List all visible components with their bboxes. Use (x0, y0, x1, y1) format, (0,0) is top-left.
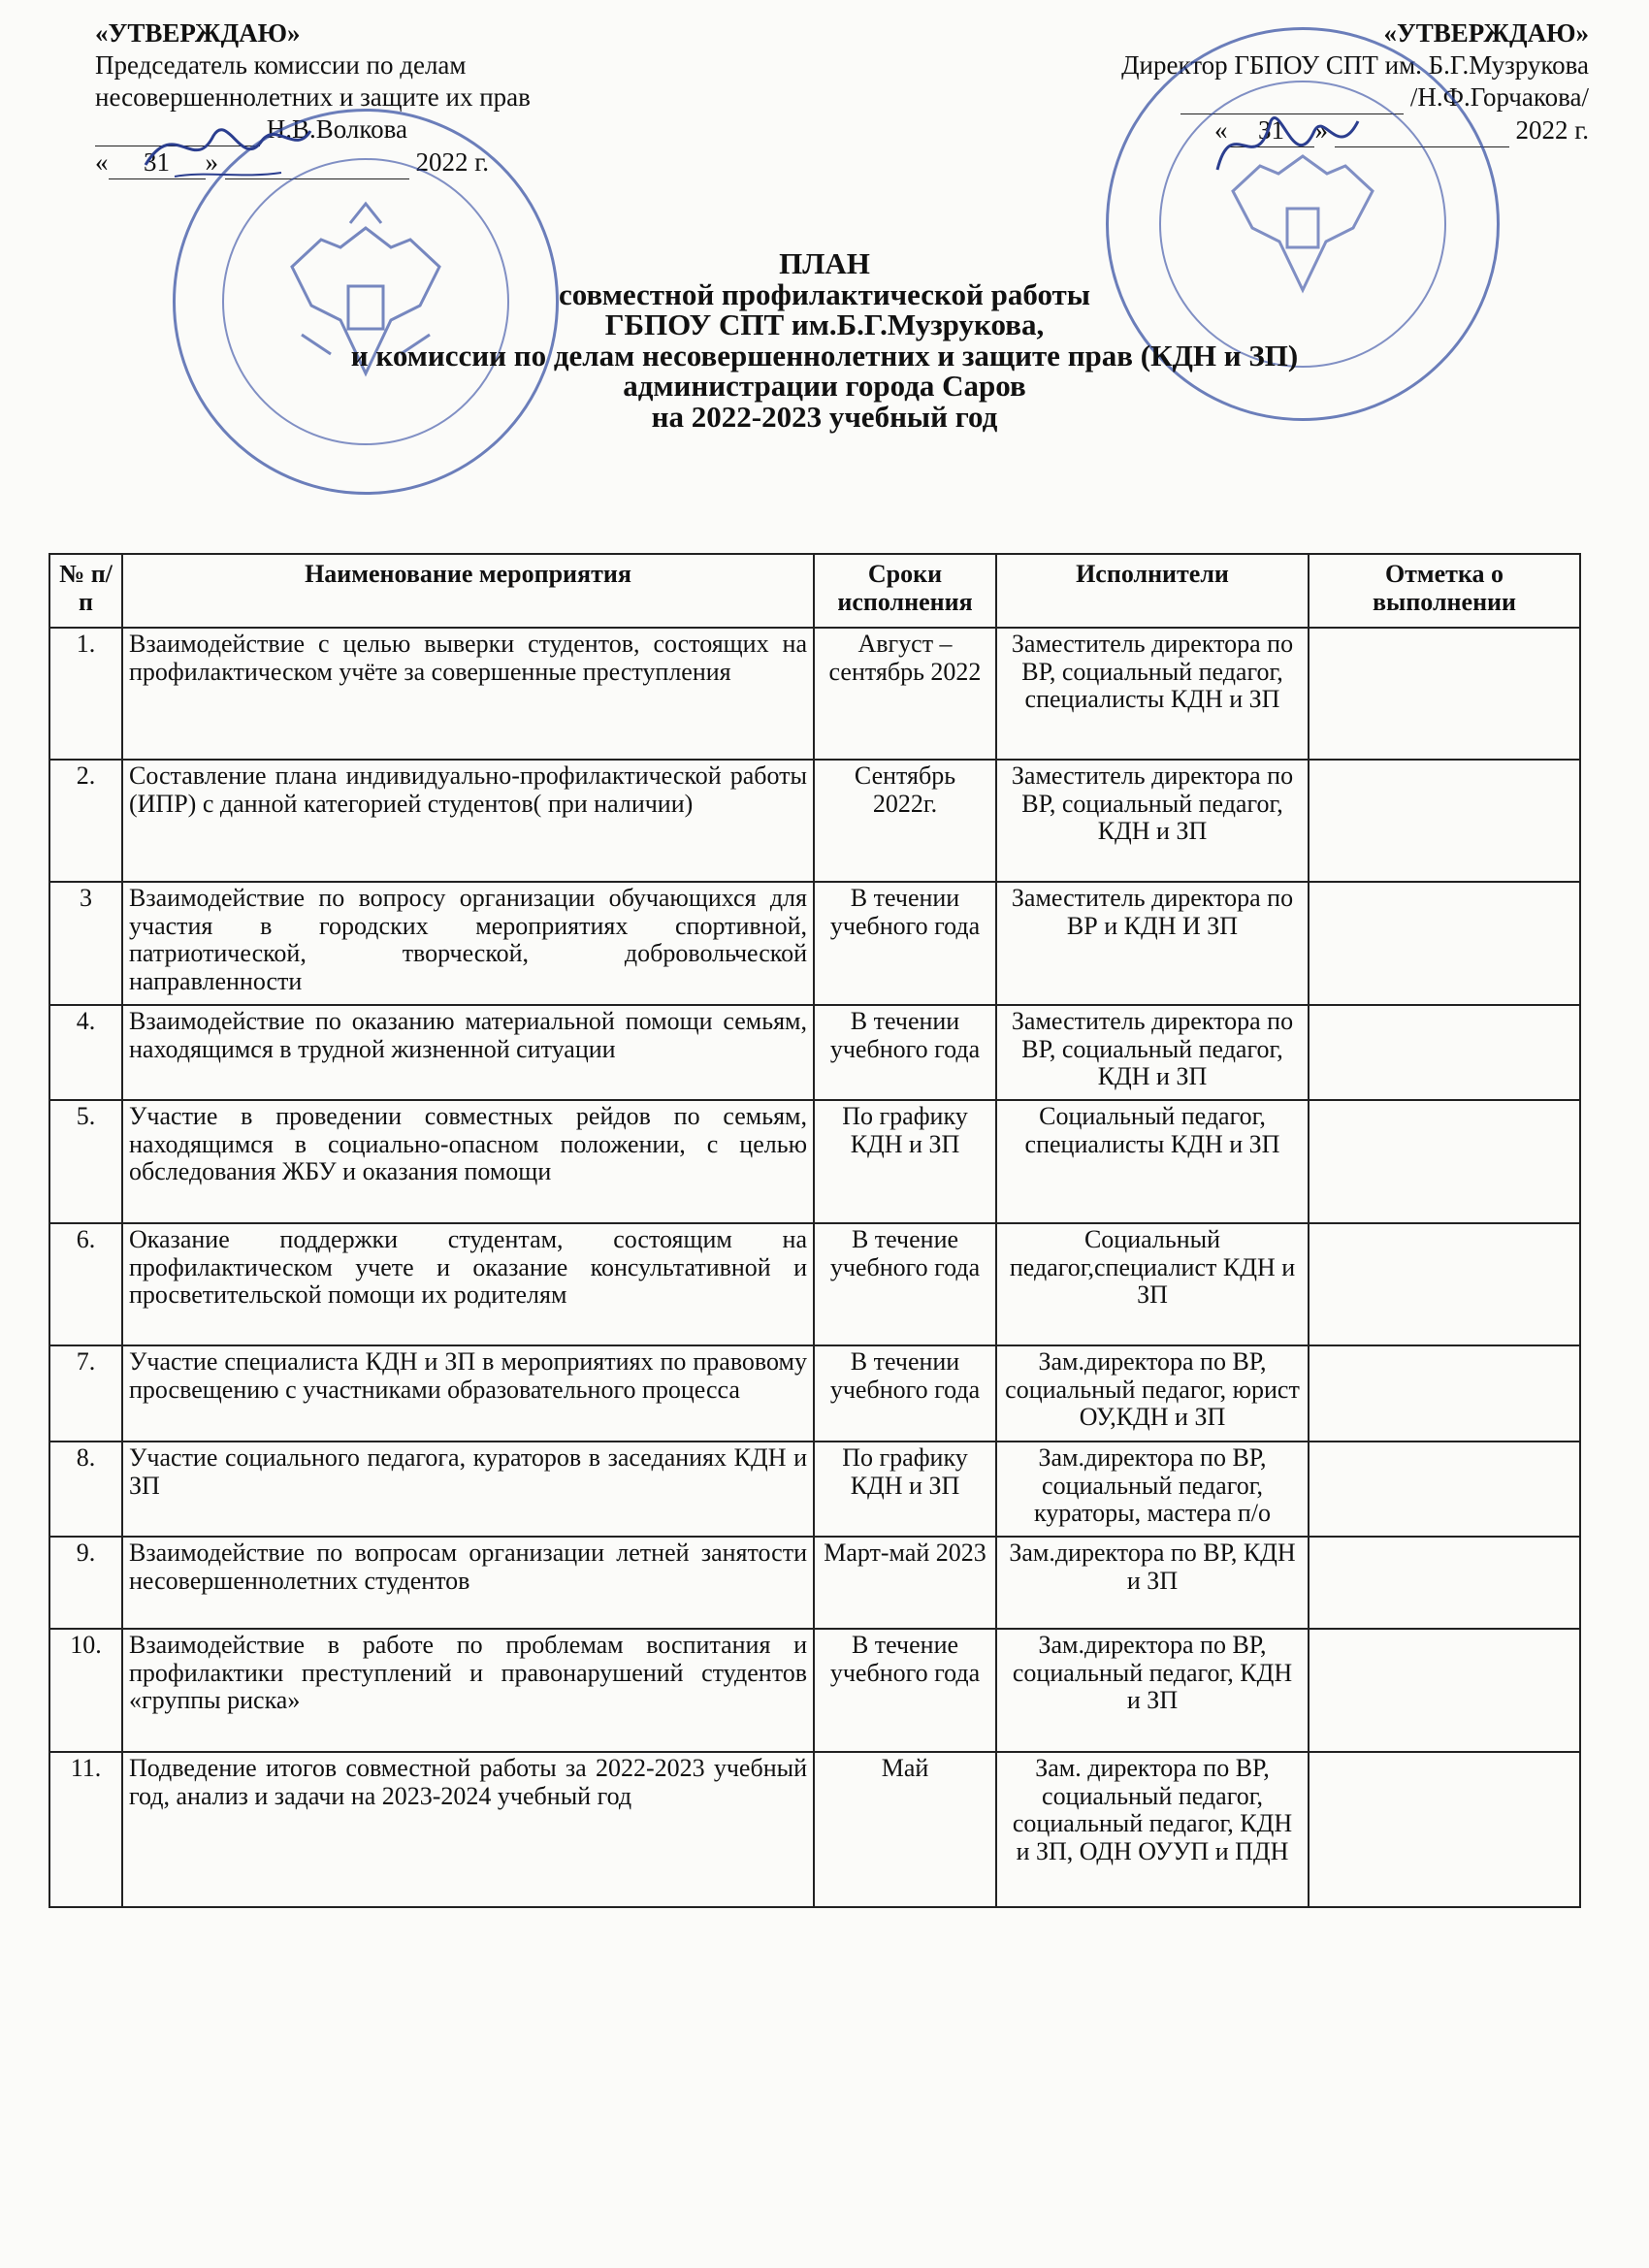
row-completion-mark (1309, 1005, 1580, 1100)
title-line-6: на 2022-2023 учебный год (651, 399, 998, 434)
row-number: 6. (49, 1223, 122, 1345)
row-number: 1. (49, 628, 122, 760)
row-completion-mark (1309, 1629, 1580, 1752)
title-line-3: ГБПОУ СПТ им.Б.Г.Музрукова, (604, 308, 1045, 341)
date-close-quote: » (205, 147, 218, 177)
row-executors: Зам. директора по ВР, социальный педагог, социальный педагог, КДН и ЗП, ОДН ОУУП и ПДН (996, 1752, 1309, 1907)
row-deadline: В течении учебного года (814, 882, 996, 1005)
row-deadline: В течение учебного года (814, 1629, 996, 1752)
row-number: 7. (49, 1345, 122, 1442)
header-deadline: Сроки исполнения (814, 554, 996, 628)
date-open-quote: « (95, 147, 109, 177)
row-completion-mark (1309, 1345, 1580, 1442)
approver-name: Н.В.Волкова (266, 114, 408, 144)
row-deadline: Сентябрь 2022г. (814, 760, 996, 882)
table-row (49, 760, 1580, 882)
header-event-name: Наименование мероприятия (122, 554, 814, 628)
title-line-4: и комиссии по делам несовершеннолетних и защите прав (КДН и ЗП) (350, 338, 1299, 373)
row-event-name: Участие социального педагога, кураторов в заседаниях КДН и ЗП (122, 1442, 814, 1537)
title-line-5: администрации города Саров (623, 369, 1026, 403)
approver-position-line1: Директор ГБПОУ СПТ им. Б.Г.Музрукова (1121, 50, 1589, 80)
row-executors: Заместитель директора по ВР и КДН И ЗП (996, 882, 1309, 1005)
header-completion-mark: Отметка о выполнении (1309, 554, 1580, 628)
table-row (49, 1223, 1580, 1345)
approver-name: /Н.Ф.Горчакова/ (1409, 82, 1589, 112)
plan-table (48, 553, 1581, 1908)
row-deadline: Май (814, 1752, 996, 1907)
row-completion-mark (1309, 1442, 1580, 1537)
row-executors: Зам.директора по ВР, социальный педагог, КДН и ЗП (996, 1629, 1309, 1752)
row-completion-mark (1309, 1100, 1580, 1223)
row-deadline: По графику КДН и ЗП (814, 1100, 996, 1223)
table-row (49, 1005, 1580, 1100)
row-event-name: Взаимодействие по оказанию материальной помощи семьям, находящимся в трудной жизненной ситуации (122, 1005, 814, 1100)
row-deadline: По графику КДН и ЗП (814, 1442, 996, 1537)
row-number: 2. (49, 760, 122, 882)
approver-position-line1: Председатель комиссии по делам (95, 50, 467, 80)
row-event-name: Взаимодействие по вопросам организации летней занятости несовершеннолетних студентов (122, 1537, 814, 1629)
approver-position-line2: несовершеннолетних и защите их прав (95, 82, 531, 112)
table-row (49, 628, 1580, 760)
row-event-name: Взаимодействие в работе по проблемам воспитания и профилактики преступлений и правонарушений студентов «группы риска» (122, 1629, 814, 1752)
row-number: 10. (49, 1629, 122, 1752)
date-day: 31 (109, 146, 206, 179)
row-executors: Социальный педагог,специалист КДН и ЗП (996, 1223, 1309, 1345)
header-executors: Исполнители (996, 554, 1309, 628)
table-row (49, 1537, 1580, 1629)
row-event-name: Взаимодействие по вопросу организации обучающихся для участия в городских мероприятиях спортивной, патриотической, творческой, добровольческой направленности (122, 882, 814, 1005)
table-row (49, 882, 1580, 1005)
date-close-quote: » (1314, 115, 1328, 145)
table-row (49, 1100, 1580, 1223)
date-open-quote: « (1213, 115, 1228, 145)
row-event-name: Участие специалиста КДН и ЗП в мероприятиях по правовому просвещению с участниками образовательного процесса (122, 1345, 814, 1442)
row-number: 11. (49, 1752, 122, 1907)
row-event-name: Оказание поддержки студентам, состоящим на профилактическом учете и оказание консультативной и просветительской помощи их родителям (122, 1223, 814, 1345)
approve-heading: «УТВЕРЖДАЮ» (1383, 18, 1589, 48)
row-completion-mark (1309, 1752, 1580, 1907)
table-row (49, 1345, 1580, 1442)
row-number: 3 (49, 882, 122, 1005)
handwritten-signature-right (1203, 92, 1368, 189)
row-number: 4. (49, 1005, 122, 1100)
row-number: 5. (49, 1100, 122, 1223)
handwritten-signature-left (136, 97, 320, 184)
date-day: 31 (1227, 114, 1314, 147)
table-row (49, 1629, 1580, 1752)
table-row (49, 1442, 1580, 1537)
row-deadline: Август – сентябрь 2022 (814, 628, 996, 760)
row-completion-mark (1309, 1223, 1580, 1345)
row-event-name: Взаимодействие с целью выверки студентов, состоящих на профилактическом учёте за совершенные преступления (122, 628, 814, 760)
row-event-name: Составление плана индивидуально-профилактической работы (ИПР) с данной категорией студентов( при наличии) (122, 760, 814, 882)
row-event-name: Подведение итогов совместной работы за 2022-2023 учебный год, анализ и задачи на 2023-2024 учебный год (122, 1752, 814, 1907)
table-row (49, 1752, 1580, 1907)
document-title (0, 248, 1649, 432)
title-line-1: ПЛАН (779, 246, 870, 280)
date-year: 2022 г. (415, 147, 490, 177)
row-number: 9. (49, 1537, 122, 1629)
row-event-name: Участие в проведении совместных рейдов по семьям, находящимся в социально-опасном положении, с целью обследования ЖБУ и оказания помощи (122, 1100, 814, 1223)
title-line-2: совместной профилактической работы (559, 276, 1090, 311)
row-completion-mark (1309, 760, 1580, 882)
header-number: № п/п (49, 554, 122, 628)
row-deadline: Март-май 2023 (814, 1537, 996, 1629)
row-executors: Зам.директора по ВР, социальный педагог, кураторы, мастера п/о (996, 1442, 1309, 1537)
approve-heading: «УТВЕРЖДАЮ» (95, 18, 301, 48)
row-executors: Зам.директора по ВР, социальный педагог, юрист ОУ,КДН и ЗП (996, 1345, 1309, 1442)
row-executors: Зам.директора по ВР, КДН и ЗП (996, 1537, 1309, 1629)
table-header-row (49, 554, 1580, 628)
row-executors: Заместитель директора по ВР, социальный педагог, КДН и ЗП (996, 1005, 1309, 1100)
row-completion-mark (1309, 1537, 1580, 1629)
row-executors: Заместитель директора по ВР, социальный педагог, специалисты КДН и ЗП (996, 628, 1309, 760)
row-deadline: В течении учебного года (814, 1345, 996, 1442)
date-year: 2022 г. (1515, 115, 1589, 145)
row-deadline: В течении учебного года (814, 1005, 996, 1100)
row-completion-mark (1309, 882, 1580, 1005)
row-deadline: В течение учебного года (814, 1223, 996, 1345)
row-number: 8. (49, 1442, 122, 1537)
row-executors: Социальный педагог, специалисты КДН и ЗП (996, 1100, 1309, 1223)
row-executors: Заместитель директора по ВР, социальный педагог, КДН и ЗП (996, 760, 1309, 882)
row-completion-mark (1309, 628, 1580, 760)
